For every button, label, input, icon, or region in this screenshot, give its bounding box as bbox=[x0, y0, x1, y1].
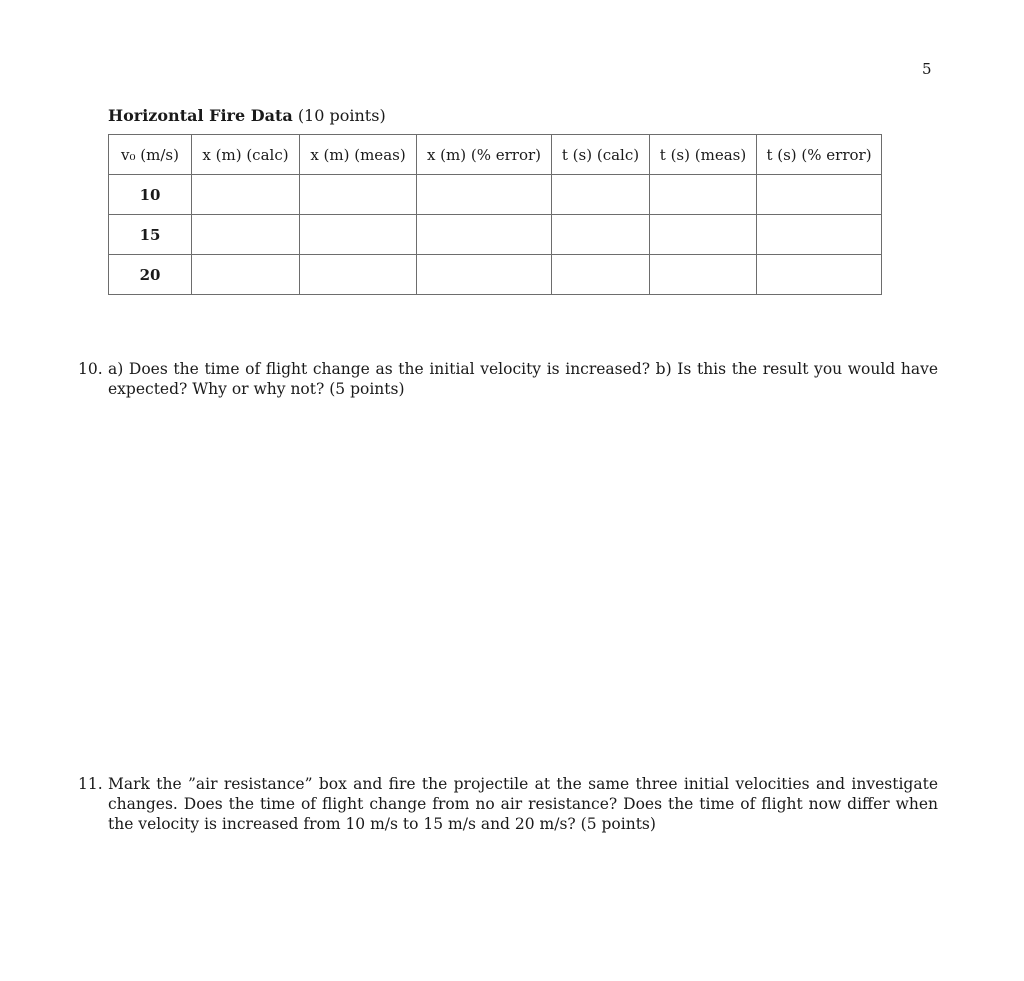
t-calc-cell[interactable] bbox=[552, 255, 650, 295]
x-meas-cell[interactable] bbox=[300, 215, 417, 255]
t-meas-cell[interactable] bbox=[650, 215, 757, 255]
header-x-calc: x (m) (calc) bbox=[192, 135, 300, 175]
t-meas-cell[interactable] bbox=[650, 255, 757, 295]
header-t-meas: t (s) (meas) bbox=[650, 135, 757, 175]
question-10 bbox=[78, 359, 938, 399]
t-error-cell[interactable] bbox=[757, 215, 882, 255]
x-error-cell[interactable] bbox=[417, 175, 552, 215]
t-calc-cell[interactable] bbox=[552, 215, 650, 255]
v0-cell: 15 bbox=[109, 215, 192, 255]
header-v0: v₀ (m/s) bbox=[109, 135, 192, 175]
page-number: 5 bbox=[922, 60, 932, 78]
header-x-meas: x (m) (meas) bbox=[300, 135, 417, 175]
question-number: 11. bbox=[78, 775, 103, 793]
v0-cell: 10 bbox=[109, 175, 192, 215]
x-error-cell[interactable] bbox=[417, 255, 552, 295]
question-11 bbox=[78, 774, 938, 834]
table-header-row bbox=[109, 135, 882, 175]
x-meas-cell[interactable] bbox=[300, 175, 417, 215]
table-row bbox=[109, 255, 882, 295]
section-heading bbox=[108, 106, 386, 125]
header-x-error: x (m) (% error) bbox=[417, 135, 552, 175]
question-text: a) Does the time of flight change as the initial velocity is increased? b) Is this the result you would have expected? Why or why not? (5 points) bbox=[108, 360, 938, 398]
table-row bbox=[109, 175, 882, 215]
question-number: 10. bbox=[78, 360, 103, 378]
x-error-cell[interactable] bbox=[417, 215, 552, 255]
question-text: Mark the ”air resistance” box and fire the projectile at the same three initial velocities and investigate changes. Does the time of flight change from no air resistance? Does the time of flight now differ when the velocity is increased from 10 m/s to 15 m/s and 20 m/s? (5 points) bbox=[108, 775, 938, 833]
section-title: Horizontal Fire Data bbox=[108, 106, 293, 125]
header-t-error: t (s) (% error) bbox=[757, 135, 882, 175]
t-calc-cell[interactable] bbox=[552, 175, 650, 215]
v0-cell: 20 bbox=[109, 255, 192, 295]
x-calc-cell[interactable] bbox=[192, 215, 300, 255]
x-calc-cell[interactable] bbox=[192, 175, 300, 215]
horizontal-fire-data-table bbox=[108, 134, 882, 295]
t-error-cell[interactable] bbox=[757, 175, 882, 215]
header-t-calc: t (s) (calc) bbox=[552, 135, 650, 175]
table-row bbox=[109, 215, 882, 255]
t-meas-cell[interactable] bbox=[650, 175, 757, 215]
x-calc-cell[interactable] bbox=[192, 255, 300, 295]
x-meas-cell[interactable] bbox=[300, 255, 417, 295]
section-points: (10 points) bbox=[297, 106, 386, 125]
t-error-cell[interactable] bbox=[757, 255, 882, 295]
